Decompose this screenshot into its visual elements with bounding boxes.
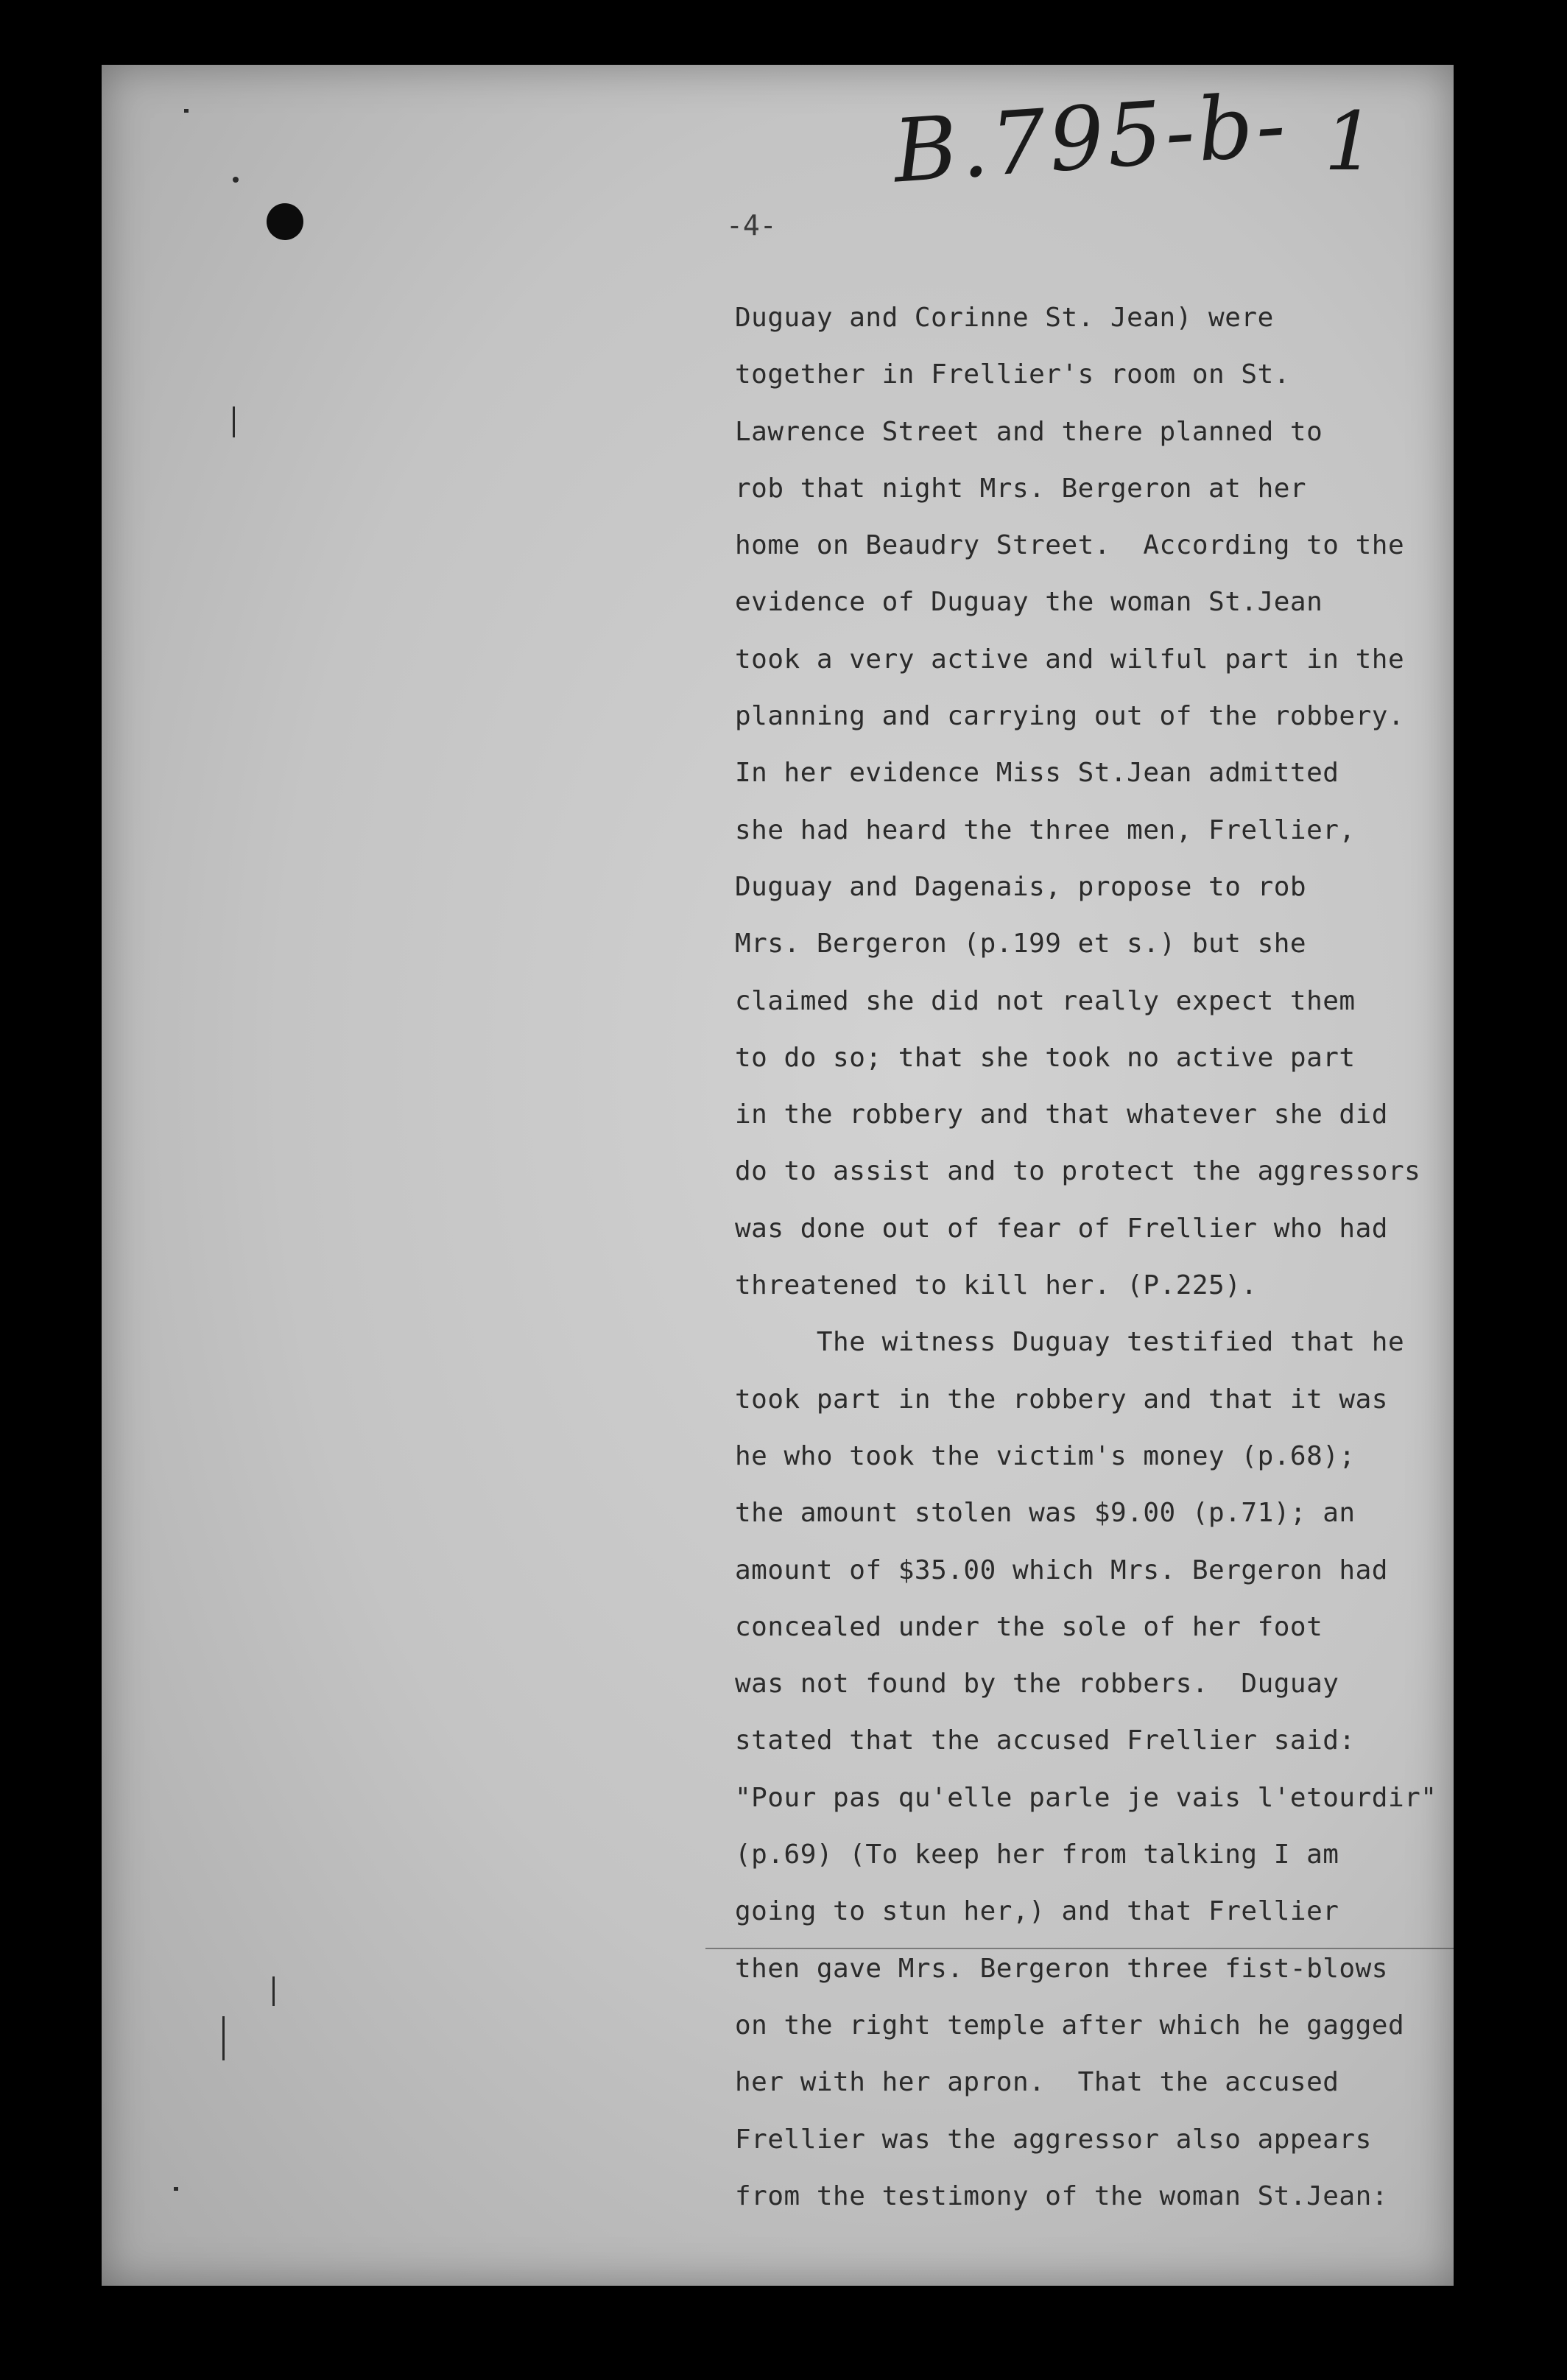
text-line: amount of $35.00 which Mrs. Bergeron had — [735, 1555, 1388, 1585]
speck-mark — [174, 2187, 178, 2191]
text-line: planning and carrying out of the robbery. — [735, 701, 1405, 732]
handwritten-page-tally: 1 — [1324, 94, 1376, 189]
page-number: -4- — [726, 209, 777, 242]
text-line: took a very active and wilful part in the — [735, 644, 1405, 675]
speck-mark — [233, 177, 239, 183]
document-body — [735, 289, 1454, 2225]
text-line: stated that the accused Frellier said: — [735, 1725, 1356, 1756]
text-line: took part in the robbery and that it was — [735, 1384, 1388, 1415]
text-line: "Pour pas qu'elle parle je vais l'etourdir" — [735, 1782, 1437, 1813]
speck-mark — [184, 109, 189, 113]
text-line: was not found by the robbers. Duguay — [735, 1669, 1339, 1700]
text-line: threatened to kill her. (P.225). — [735, 1270, 1258, 1301]
text-line: (p.69) (To keep her from talking I am — [735, 1839, 1339, 1870]
text-line: In her evidence Miss St.Jean admitted — [735, 758, 1339, 789]
text-line: was done out of fear of Frellier who had — [735, 1213, 1388, 1244]
text-line: then gave Mrs. Bergeron three fist-blows — [735, 1953, 1388, 1984]
text-line: The witness Duguay testified that he — [735, 1327, 1405, 1358]
punch-hole-mark — [267, 203, 303, 240]
text-line: home on Beaudry Street. According to the — [735, 530, 1405, 561]
text-line: claimed she did not really expect them — [735, 985, 1356, 1016]
text-line: her with her apron. That the accused — [735, 2067, 1339, 2098]
text-line: Mrs. Bergeron (p.199 et s.) but she — [735, 929, 1307, 960]
text-line: the amount stolen was $9.00 (p.71); an — [735, 1498, 1356, 1529]
text-line: evidence of Duguay the woman St.Jean — [735, 587, 1323, 618]
handwritten-reference: B.795-b- — [890, 73, 1292, 203]
text-line: rob that night Mrs. Bergeron at her — [735, 473, 1307, 504]
document-page — [102, 65, 1454, 2286]
text-line: she had heard the three men, Frellier, — [735, 814, 1356, 845]
text-line: going to stun her,) and that Frellier — [735, 1896, 1339, 1927]
text-line: do to assist and to protect the aggressors — [735, 1156, 1421, 1187]
scratch-mark — [222, 2016, 225, 2060]
text-line: Frellier was the aggressor also appears — [735, 2124, 1372, 2155]
text-line: concealed under the sole of her foot — [735, 1611, 1323, 1642]
scratch-mark — [233, 406, 235, 437]
text-line: from the testimony of the woman St.Jean: — [735, 2180, 1388, 2211]
text-line: he who took the victim's money (p.68); — [735, 1440, 1356, 1471]
text-line: to do so; that she took no active part — [735, 1042, 1356, 1073]
text-line: on the right temple after which he gagged — [735, 2010, 1405, 2041]
text-line: Lawrence Street and there planned to — [735, 416, 1323, 447]
text-line: Duguay and Corinne St. Jean) were — [735, 303, 1274, 333]
scratch-mark — [272, 1976, 275, 2006]
text-line: in the robbery and that whatever she did — [735, 1099, 1388, 1130]
text-line: Duguay and Dagenais, propose to rob — [735, 871, 1307, 902]
text-line: together in Frellier's room on St. — [735, 359, 1290, 390]
